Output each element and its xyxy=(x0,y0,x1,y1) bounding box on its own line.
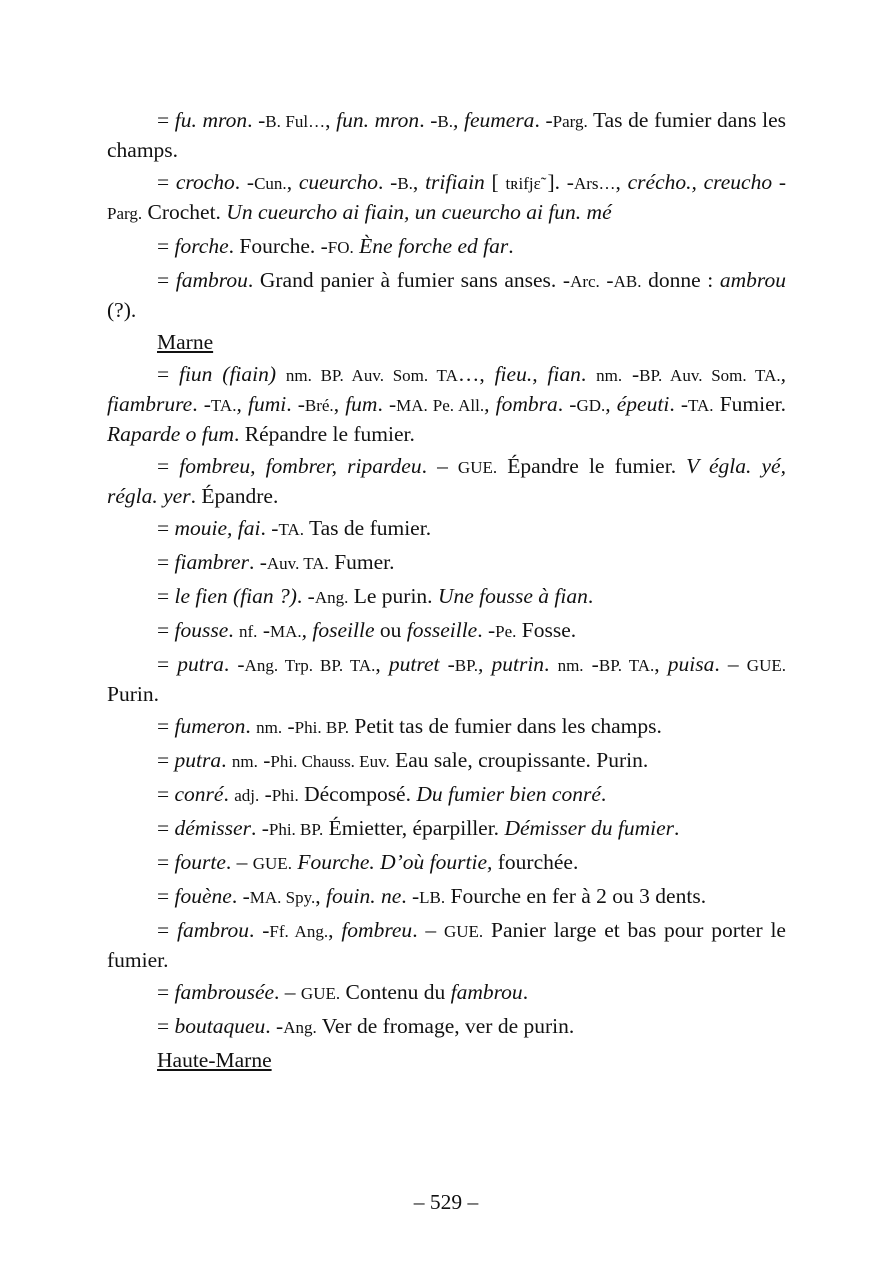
source-abbreviation: GUE. xyxy=(252,854,292,873)
source-abbreviation: Phi. BP. xyxy=(268,820,324,839)
entry-text: , xyxy=(333,392,346,416)
section-heading xyxy=(107,328,786,356)
entry-text: = xyxy=(157,618,175,642)
italic-text: fambrou xyxy=(450,980,523,1004)
source-abbreviation: B. xyxy=(397,174,413,193)
entry-text: . - xyxy=(231,884,250,908)
dictionary-entry xyxy=(107,106,786,164)
entry-text: - xyxy=(439,652,455,676)
italic-text: fouène xyxy=(174,884,232,908)
source-abbreviation: LB. xyxy=(419,888,446,907)
entry-text: Panier large et bas pour porter le fumier. xyxy=(107,918,786,972)
entry-text: . - xyxy=(250,816,269,840)
italic-text: Du fumier bien conré xyxy=(416,782,601,806)
italic-text: trifiain xyxy=(425,170,485,194)
italic-text: fambrousée xyxy=(174,980,275,1004)
italic-text: putra xyxy=(174,748,222,772)
source-abbreviation: Ang. xyxy=(283,1018,317,1037)
source-abbreviation: MA. xyxy=(269,622,302,641)
italic-text: le fien (fian ?) xyxy=(174,584,297,608)
italic-text: Une fousse à fian xyxy=(437,584,588,608)
entry-text: . - xyxy=(260,516,279,540)
dictionary-entry xyxy=(107,582,786,612)
section-heading xyxy=(107,1046,786,1074)
entry-text: , xyxy=(412,170,426,194)
entry-text: = xyxy=(157,652,178,676)
entry-text: Crochet. xyxy=(142,200,227,224)
italic-text: fosseille xyxy=(406,618,478,642)
entry-text: Émietter, éparpiller. xyxy=(323,816,505,840)
entry-text: , xyxy=(286,170,299,194)
page-number: – 529 – xyxy=(413,1190,479,1214)
source-abbreviation: adj. xyxy=(234,786,260,805)
entry-text: Tas de fumier dans les champs. xyxy=(107,108,786,162)
entry-text: . - xyxy=(192,392,211,416)
italic-text: V égla. yé, régla. yer xyxy=(107,454,786,508)
entry-text: . xyxy=(522,980,529,1004)
entry-text: . Répandre le fumier. xyxy=(234,422,415,446)
source-abbreviation: Ang. Trp. BP. TA. xyxy=(244,656,376,675)
source-abbreviation: AB. xyxy=(613,272,642,291)
italic-text: crécho., creucho xyxy=(627,170,773,194)
dictionary-entry xyxy=(107,514,786,544)
italic-text: fu. mron xyxy=(174,108,248,132)
entry-text: - xyxy=(257,748,271,772)
italic-text: Ène forche ed far xyxy=(359,234,509,258)
entry-text: . - xyxy=(377,392,397,416)
dictionary-entry xyxy=(107,814,786,844)
entry-text: Fumier. xyxy=(713,392,786,416)
source-abbreviation: tʀifjɛ̃ xyxy=(505,174,541,193)
italic-text: Un cueurcho ai fiain, un cueurcho ai fun. mé xyxy=(226,200,612,224)
italic-text: conré xyxy=(174,782,224,806)
entry-text: . xyxy=(508,234,514,258)
entry-text: . - xyxy=(223,652,245,676)
entry-text: . xyxy=(544,652,558,676)
entry-text: . Épandre. xyxy=(190,484,279,508)
source-abbreviation: GUE. xyxy=(443,922,484,941)
entry-text: . - xyxy=(249,918,270,942)
entry-text: = xyxy=(157,170,176,194)
italic-text: boutaqueu xyxy=(174,1014,266,1038)
entry-text: = xyxy=(157,816,175,840)
entry-text: - xyxy=(599,268,614,292)
source-abbreviation: nm. xyxy=(596,366,623,385)
italic-text: fourte xyxy=(174,850,226,874)
entry-text: Fosse. xyxy=(516,618,577,642)
source-abbreviation: nf. xyxy=(239,622,258,641)
entry-text: - xyxy=(282,714,295,738)
source-abbreviation: TA. xyxy=(210,396,237,415)
entry-text: = xyxy=(157,714,175,738)
entry-text: , xyxy=(654,652,668,676)
entry-text: - xyxy=(622,362,640,386)
entry-text: . xyxy=(600,782,607,806)
entry-text: (?). xyxy=(107,298,137,322)
dictionary-entry xyxy=(107,266,786,324)
source-abbreviation: Cun. xyxy=(254,174,287,193)
dictionary-entry xyxy=(107,882,786,912)
source-abbreviation: TA. xyxy=(688,396,714,415)
source-abbreviation: B. Ful… xyxy=(265,112,326,131)
entry-text: . - xyxy=(477,618,496,642)
entry-text: , xyxy=(615,170,628,194)
section-heading-text: Haute-Marne xyxy=(157,1048,272,1072)
source-abbreviation: FO. xyxy=(327,238,354,257)
entry-text: = xyxy=(157,268,176,292)
italic-text: fombreu, fombrer, ripardeu xyxy=(179,454,422,478)
italic-text: fouin. ne xyxy=(326,884,402,908)
italic-text: fambrou xyxy=(176,918,250,942)
entry-text: . – xyxy=(225,850,253,874)
dictionary-entry xyxy=(107,848,786,878)
entry-text: . - xyxy=(557,392,577,416)
italic-text: fombreu xyxy=(341,918,413,942)
entry-text: . - xyxy=(247,108,266,132)
italic-text: puisa xyxy=(667,652,715,676)
entry-text: = xyxy=(157,516,175,540)
entry-text: Le purin. xyxy=(348,584,438,608)
entry-text: = xyxy=(157,550,175,574)
entry-text: Contenu du xyxy=(340,980,451,1004)
source-abbreviation: MA. Pe. All. xyxy=(396,396,485,415)
italic-text: Fourche. D’où fourtie, xyxy=(297,850,493,874)
source-abbreviation: Ars… xyxy=(573,174,616,193)
entry-text: . - xyxy=(265,1014,284,1038)
italic-text: , foseille xyxy=(301,618,375,642)
entry-text: , xyxy=(375,652,389,676)
entry-text: - xyxy=(257,618,270,642)
dictionary-entry xyxy=(107,916,786,974)
dictionary-entry xyxy=(107,712,786,742)
italic-text: putra xyxy=(177,652,224,676)
italic-text: forche xyxy=(174,234,229,258)
entry-text: [ xyxy=(484,170,506,194)
entry-text: . xyxy=(580,362,597,386)
italic-text: , fiambrure xyxy=(107,362,786,416)
source-abbreviation: Auv. TA. xyxy=(266,554,329,573)
entry-text: . – xyxy=(714,652,747,676)
dictionary-entry xyxy=(107,360,786,448)
italic-text: fousse xyxy=(174,618,229,642)
entry-text: . - xyxy=(401,884,420,908)
entry-text: = xyxy=(157,108,175,132)
source-abbreviation: nm. BP. Auv. Som. TA xyxy=(285,366,458,385)
source-abbreviation: Bré. xyxy=(304,396,334,415)
entry-text: . – xyxy=(421,454,458,478)
entry-text: . - xyxy=(419,108,438,132)
entry-text: . - xyxy=(669,392,688,416)
source-abbreviation: Phi. BP. xyxy=(294,718,350,737)
entry-text: = xyxy=(157,918,177,942)
dictionary-entry xyxy=(107,168,786,228)
entry-text: . - xyxy=(248,550,267,574)
entry-text: . Fourche. - xyxy=(228,234,328,258)
entry-text: - xyxy=(259,782,272,806)
italic-text: fumeron xyxy=(174,714,246,738)
entry-text: . xyxy=(245,714,257,738)
source-abbreviation: Phi. Chauss. Euv. xyxy=(270,752,390,771)
italic-text: fieu., fian xyxy=(494,362,581,386)
italic-text: Raparde o fum xyxy=(107,422,234,446)
entry-text: = xyxy=(157,584,175,608)
entry-text: = xyxy=(157,234,175,258)
source-abbreviation: TA. xyxy=(278,520,304,539)
entry-text: . - xyxy=(286,392,305,416)
source-abbreviation: BP. xyxy=(454,656,478,675)
entry-text: Fourche en fer à 2 ou 3 dents. xyxy=(445,884,707,908)
entry-text: - xyxy=(772,170,787,194)
italic-text: cueurcho xyxy=(298,170,379,194)
entry-text: = xyxy=(157,748,175,772)
italic-text: , épeuti xyxy=(605,392,670,416)
entry-text: . - xyxy=(378,170,398,194)
entry-text: , xyxy=(315,884,326,908)
dictionary-entry xyxy=(107,232,786,262)
source-abbreviation: BP. Auv. Som. TA. xyxy=(639,366,781,385)
italic-text: mouie, fai xyxy=(174,516,261,540)
source-abbreviation: Ff. Ang. xyxy=(269,922,329,941)
italic-text: ambrou xyxy=(719,268,786,292)
italic-text: , putrin xyxy=(477,652,545,676)
italic-text: , feumera xyxy=(452,108,535,132)
source-abbreviation: Parg. xyxy=(107,204,143,223)
entry-text: fourchée. xyxy=(492,850,579,874)
source-abbreviation: GD. xyxy=(576,396,606,415)
entry-text: Tas de fumier. xyxy=(304,516,432,540)
italic-text: fiun (fiain) xyxy=(178,362,277,386)
entry-text: . - xyxy=(534,108,553,132)
italic-text: fiambrer xyxy=(174,550,249,574)
source-abbreviation: GUE. xyxy=(300,984,341,1003)
dictionary-entry xyxy=(107,650,786,708)
source-abbreviation: GUE. xyxy=(746,656,786,675)
entry-text: ]. - xyxy=(540,170,574,194)
source-abbreviation: Parg. xyxy=(552,112,588,131)
entry-text: …, xyxy=(457,362,495,386)
entry-text: . xyxy=(228,618,240,642)
dictionary-entry xyxy=(107,780,786,810)
source-abbreviation: Pe. xyxy=(495,622,517,641)
entry-text: Fumer. xyxy=(328,550,395,574)
dictionary-entry xyxy=(107,746,786,776)
italic-text: , fumi xyxy=(236,392,287,416)
entry-text: Petit tas de fumier dans les champs. xyxy=(349,714,662,738)
entry-text: Décomposé. xyxy=(298,782,417,806)
source-abbreviation: BP. TA. xyxy=(598,656,655,675)
entry-text: Purin. xyxy=(107,682,159,706)
source-abbreviation: GUE. xyxy=(457,458,498,477)
source-abbreviation: MA. Spy. xyxy=(249,888,316,907)
italic-text: crocho xyxy=(175,170,235,194)
entry-text xyxy=(276,362,286,386)
italic-text: fun. mron xyxy=(336,108,420,132)
entry-text: , xyxy=(328,918,342,942)
entry-text: . – xyxy=(274,980,301,1004)
entry-text: = xyxy=(157,362,179,386)
source-abbreviation: nm. xyxy=(557,656,584,675)
dictionary-entry xyxy=(107,452,786,510)
entry-text: = xyxy=(157,454,180,478)
entry-text: = xyxy=(157,782,175,806)
italic-text: fum xyxy=(345,392,378,416)
page-body xyxy=(107,106,786,1078)
italic-text: démisser xyxy=(174,816,251,840)
entry-text: = xyxy=(157,850,175,874)
italic-text: , fombra xyxy=(484,392,558,416)
entry-text: = xyxy=(157,884,175,908)
dictionary-entry xyxy=(107,978,786,1008)
section-heading-text: Marne xyxy=(157,330,214,354)
entry-text: . - xyxy=(234,170,255,194)
source-abbreviation: B. xyxy=(437,112,453,131)
source-abbreviation: nm. xyxy=(231,752,258,771)
entry-text: donne : xyxy=(641,268,720,292)
italic-text: putret xyxy=(388,652,440,676)
italic-text: fambrou xyxy=(175,268,248,292)
entry-text: . Grand panier à fumier sans anses. - xyxy=(247,268,571,292)
entry-text: Eau sale, croupissante. Purin. xyxy=(389,748,649,772)
entry-text: , xyxy=(325,108,337,132)
entry-text: . – xyxy=(412,918,444,942)
entry-text: . xyxy=(223,782,235,806)
entry-text: . xyxy=(674,816,680,840)
entry-text: = xyxy=(157,980,175,1004)
italic-text: Démisser du fumier xyxy=(504,816,675,840)
entry-text: . xyxy=(221,748,232,772)
entry-text: . xyxy=(587,584,594,608)
source-abbreviation: Arc. xyxy=(570,272,600,291)
entry-text: . - xyxy=(296,584,315,608)
source-abbreviation: Ang. xyxy=(314,588,349,607)
entry-text: Ver de fromage, ver de purin. xyxy=(316,1014,575,1038)
dictionary-entry xyxy=(107,548,786,578)
entry-text: Épandre le fumier. xyxy=(497,454,687,478)
source-abbreviation: nm. xyxy=(256,718,283,737)
source-abbreviation: Phi. xyxy=(271,786,299,805)
dictionary-entry xyxy=(107,616,786,646)
entry-text: = xyxy=(157,1014,175,1038)
dictionary-entry xyxy=(107,1012,786,1042)
entry-text: ou xyxy=(374,618,407,642)
entry-text: - xyxy=(583,652,599,676)
